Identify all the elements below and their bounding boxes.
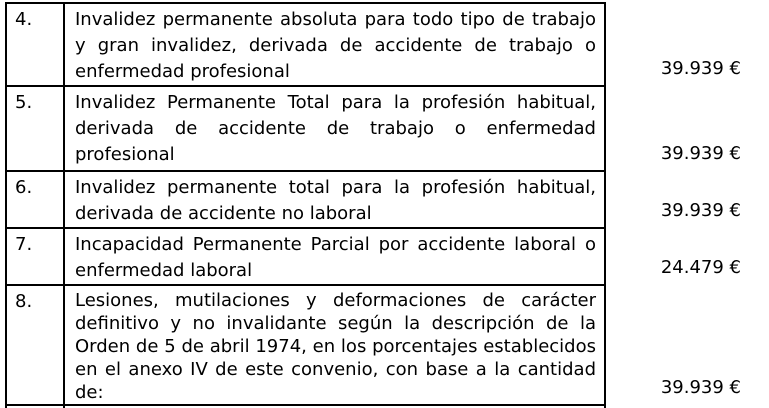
amount-cell: 39.939 €	[660, 377, 741, 398]
row-number-cell: 4.	[6, 3, 64, 86]
row-number-cell: 6.	[6, 171, 64, 228]
row-number-cell: 8.	[6, 285, 64, 405]
table-row	[6, 285, 769, 405]
description-cell: Lesiones, mutilaciones y deformaciones de carácter definitivo y no invalidante según la descripción de la Orden de 5 de abril 1974, en los porcentajes establecidos en el anexo IV de este convenio, con base a la cantidad de:	[64, 285, 605, 405]
amount-cell: 39.939 €	[660, 200, 741, 221]
table-row	[6, 3, 769, 86]
description-cell: Invalidez Permanente Total para la profesión habitual, derivada de accidente de trabajo o enfermedad profesional	[64, 86, 605, 171]
benefits-table	[5, 2, 769, 408]
amount-cell: 39.939 €	[660, 143, 741, 164]
description-cell: Invalidez permanente absoluta para todo tipo de trabajo y gran invalidez, derivada de accidente de trabajo o enfermedad profesional	[64, 3, 605, 86]
row-number-cell: 7.	[6, 228, 64, 285]
amount-cell: 24.479 €	[660, 257, 741, 278]
table-row	[6, 171, 769, 228]
row-number-cell: 5.	[6, 86, 64, 171]
description-cell: Incapacidad Permanente Parcial por accidente laboral o enfermedad laboral	[64, 228, 605, 285]
description-cell: Invalidez permanente total para la profesión habitual, derivada de accidente no laboral	[64, 171, 605, 228]
amount-cell: 39.939 €	[660, 58, 741, 79]
table-row	[6, 228, 769, 285]
table-row	[6, 86, 769, 171]
